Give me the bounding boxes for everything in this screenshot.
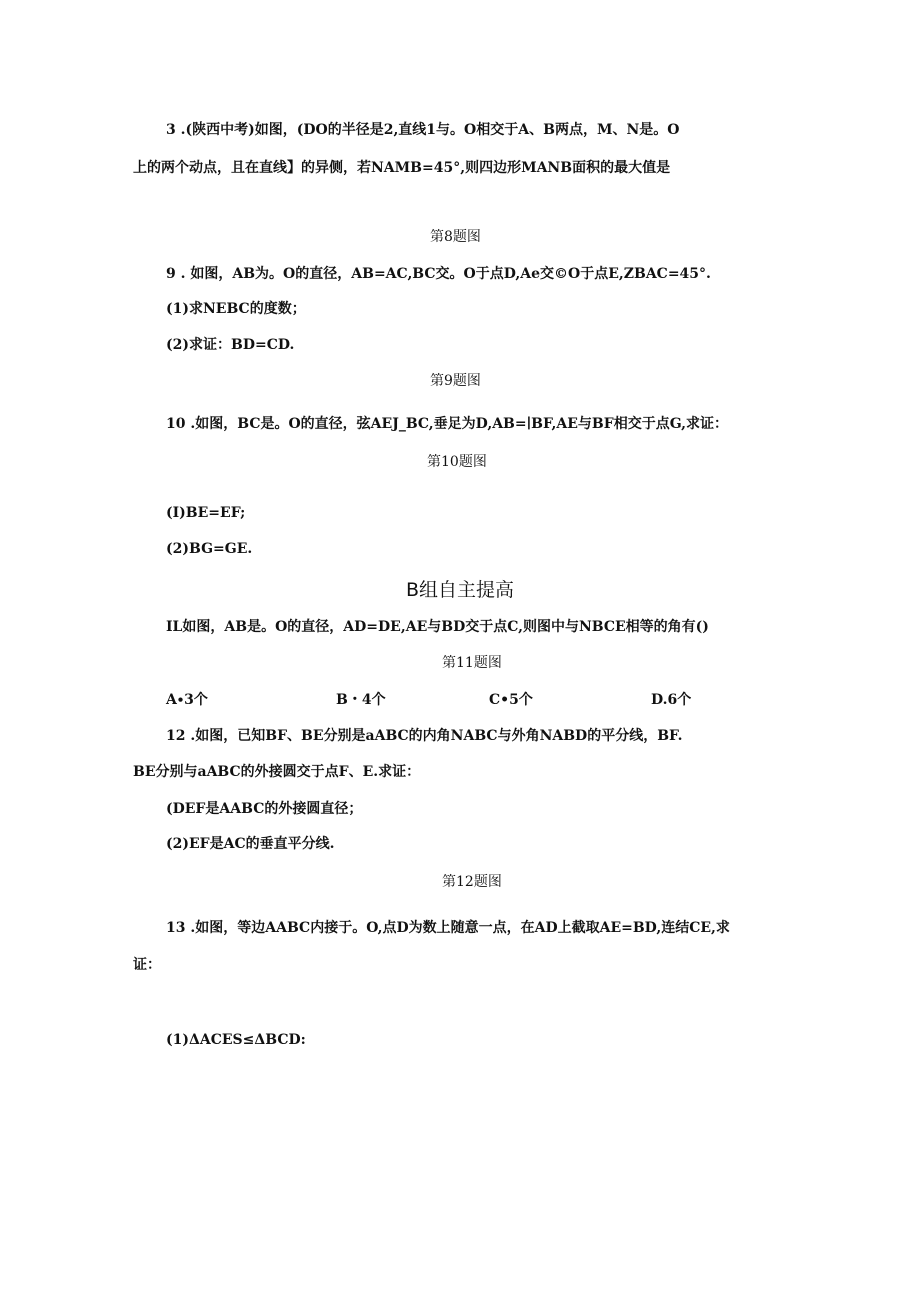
q11-text-line1: IL如图，AB是。O的直径，AD=DE,AE与BD交于点C,则图中与NBCE相等的角有() — [166, 619, 709, 635]
q10-text-line1: 10 .如图，BC是。O的直径，弦AEJ_BC,垂足为D,AB=∣BF,AE与BF相交于点G,求证： — [166, 416, 729, 432]
q11-figure-caption: 第11题图 — [442, 655, 502, 671]
q8-text-line2: 上的两个动点，且在直线】的异侧，若NAMB=45°,则四边形MANB面积的最大值是 — [133, 160, 671, 176]
q11-option-d: D.6个 — [651, 692, 692, 708]
q8-figure-caption: 第8题图 — [430, 229, 481, 245]
q12-text-line1: 12 .如图，已知BF、BE分别是aABC的内角NABC与外角NABD的平分线，BF. — [166, 728, 683, 744]
q11-option-b: B・4个 — [336, 692, 386, 708]
q12-text-line2: BE分别与aABC的外接圆交于点F、E.求证： — [133, 764, 421, 780]
q9-part1: (1)求NEBC的度数； — [166, 301, 306, 317]
q12-part1: (DEF是AABC的外接圆直径； — [166, 801, 363, 817]
q9-part2: (2)求证：BD=CD. — [166, 337, 295, 353]
q13-part1: (1)ΔACES≤ΔBCD: — [166, 1032, 306, 1048]
q9-figure-caption: 第9题图 — [430, 373, 481, 389]
section-b-heading: B组自主提高 — [405, 579, 515, 601]
q11-option-c: C•5个 — [489, 692, 533, 708]
q12-part2: (2)EF是AC的垂直平分线. — [166, 836, 335, 852]
q13-text-line2: 证： — [133, 957, 161, 973]
q13-text-line1: 13 .如图，等边AABC内接于。O,点D为数上随意一点，在AD上截取AE=BD,连结CE,求 — [166, 920, 730, 936]
q9-text-line1: 9 . 如图，AB为。O的直径，AB=AC,BC交。O于点D,Ae交©O于点E,ZBAC=45°. — [166, 266, 711, 282]
q10-part1: (I)BE=EF; — [166, 505, 246, 521]
q12-figure-caption: 第12题图 — [442, 874, 502, 890]
q8-text-line1: 3 .(陕西中考)如图，(DO的半径是2,直线1与。O相交于A、B两点，M、N是。O — [166, 122, 680, 138]
q10-part2: (2)BG=GE. — [166, 541, 253, 557]
q11-option-a: A∙3个 — [166, 692, 208, 708]
q10-figure-caption: 第10题图 — [427, 454, 487, 470]
